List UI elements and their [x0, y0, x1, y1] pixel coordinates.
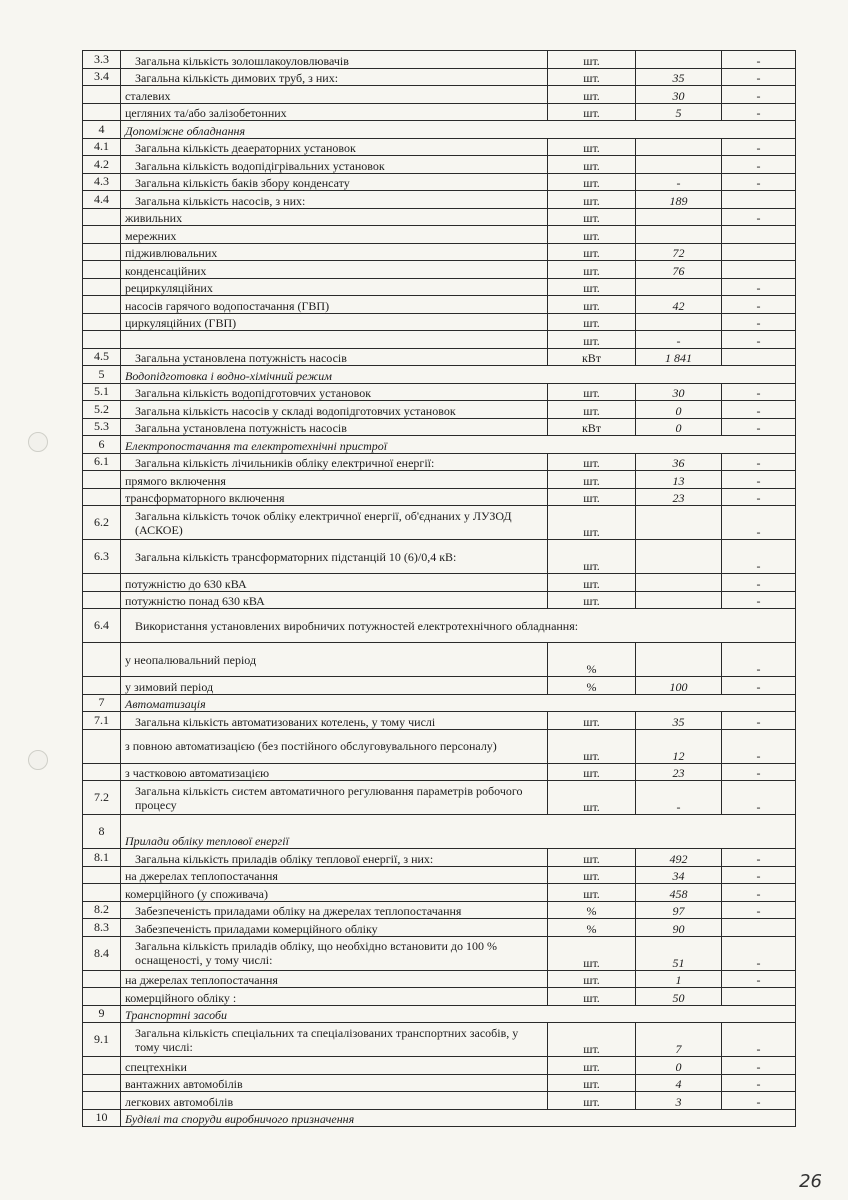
- value-cell: 90: [636, 919, 722, 937]
- table-row: [83, 1057, 796, 1075]
- indicator-name-cell: з повною автоматизацією (без постійного обслуговувального персоналу): [121, 729, 548, 763]
- row-number-cell: 4.2: [83, 156, 121, 174]
- row-number-cell: [83, 86, 121, 104]
- extra-value-cell: [722, 348, 796, 366]
- value-cell: 23: [636, 763, 722, 781]
- indicator-name-cell: у зимовий період: [121, 677, 548, 695]
- extra-value-cell: -: [722, 970, 796, 988]
- indicator-name-cell: на джерелах теплопостачання: [121, 866, 548, 884]
- indicator-name-cell: Використання установлених виробничих потужностей електротехнічного обладнання:: [121, 609, 796, 643]
- extra-value-cell: [722, 243, 796, 261]
- extra-value-cell: -: [722, 1023, 796, 1057]
- extra-value-cell: -: [722, 591, 796, 609]
- row-number-cell: [83, 866, 121, 884]
- value-cell: [636, 51, 722, 69]
- indicator-name-cell: комерційного обліку :: [121, 988, 548, 1006]
- table-row: [83, 1074, 796, 1092]
- extra-value-cell: -: [722, 156, 796, 174]
- unit-cell: шт.: [548, 1092, 636, 1110]
- extra-value-cell: -: [722, 138, 796, 156]
- value-cell: 34: [636, 866, 722, 884]
- equipment-table: [82, 50, 796, 1127]
- unit-cell: %: [548, 901, 636, 919]
- value-cell: 23: [636, 488, 722, 506]
- indicator-name-cell: сталевих: [121, 86, 548, 104]
- row-number-cell: [83, 226, 121, 244]
- table-row: [83, 677, 796, 695]
- value-cell: 30: [636, 383, 722, 401]
- row-number-cell: [83, 677, 121, 695]
- unit-cell: шт.: [548, 849, 636, 867]
- row-number-cell: 4.4: [83, 191, 121, 209]
- table-row: [83, 471, 796, 489]
- row-number-cell: 8.3: [83, 919, 121, 937]
- row-number-cell: 4: [83, 121, 121, 139]
- extra-value-cell: -: [722, 712, 796, 730]
- unit-cell: шт.: [548, 471, 636, 489]
- value-cell: 35: [636, 68, 722, 86]
- unit-cell: шт.: [548, 226, 636, 244]
- row-number-cell: 4.1: [83, 138, 121, 156]
- table-row: [83, 763, 796, 781]
- row-number-cell: [83, 884, 121, 902]
- indicator-name-cell: Забезпеченість приладами обліку на джерелах теплопостачання: [121, 901, 548, 919]
- extra-value-cell: [722, 988, 796, 1006]
- table-row: [83, 866, 796, 884]
- indicator-name-cell: вантажних автомобілів: [121, 1074, 548, 1092]
- table-row: [83, 884, 796, 902]
- extra-value-cell: -: [722, 729, 796, 763]
- table-row: [83, 694, 796, 712]
- row-number-cell: 8: [83, 815, 121, 849]
- extra-value-cell: -: [722, 506, 796, 540]
- unit-cell: кВт: [548, 418, 636, 436]
- table-row: [83, 121, 796, 139]
- value-cell: 13: [636, 471, 722, 489]
- value-cell: -: [636, 173, 722, 191]
- indicator-name-cell: цегляних та/або залізобетонних: [121, 103, 548, 121]
- unit-cell: %: [548, 643, 636, 677]
- value-cell: [636, 540, 722, 574]
- table-row: [83, 919, 796, 937]
- value-cell: 1 841: [636, 348, 722, 366]
- value-cell: 7: [636, 1023, 722, 1057]
- table-row: [83, 506, 796, 540]
- indicator-name-cell: Загальна кількість димових труб, з них:: [121, 68, 548, 86]
- unit-cell: шт.: [548, 243, 636, 261]
- table-row: [83, 173, 796, 191]
- value-cell: [636, 278, 722, 296]
- indicator-name-cell: Загальна кількість водопідігрівальних установок: [121, 156, 548, 174]
- value-cell: [636, 313, 722, 331]
- table-row: [83, 609, 796, 643]
- extra-value-cell: -: [722, 1074, 796, 1092]
- row-number-cell: [83, 1057, 121, 1075]
- row-number-cell: 7.2: [83, 781, 121, 815]
- section-title-cell: Електропостачання та електротехнічні пристрої: [121, 436, 796, 454]
- table-row: [83, 156, 796, 174]
- unit-cell: шт.: [548, 138, 636, 156]
- table-row: [83, 712, 796, 730]
- unit-cell: шт.: [548, 1023, 636, 1057]
- indicator-name-cell: Забезпеченість приладами комерційного обліку: [121, 919, 548, 937]
- unit-cell: шт.: [548, 591, 636, 609]
- row-number-cell: [83, 488, 121, 506]
- extra-value-cell: -: [722, 331, 796, 349]
- extra-value-cell: -: [722, 901, 796, 919]
- extra-value-cell: -: [722, 401, 796, 419]
- unit-cell: шт.: [548, 68, 636, 86]
- table-row: [83, 366, 796, 384]
- table-row: [83, 208, 796, 226]
- row-number-cell: 9.1: [83, 1023, 121, 1057]
- unit-cell: шт.: [548, 970, 636, 988]
- table-row: [83, 936, 796, 970]
- extra-value-cell: -: [722, 296, 796, 314]
- value-cell: 50: [636, 988, 722, 1006]
- indicator-name-cell: потужністю понад 630 кВА: [121, 591, 548, 609]
- table-row: [83, 849, 796, 867]
- indicator-name-cell: живильних: [121, 208, 548, 226]
- unit-cell: шт.: [548, 1057, 636, 1075]
- unit-cell: шт.: [548, 103, 636, 121]
- unit-cell: шт.: [548, 574, 636, 592]
- value-cell: 492: [636, 849, 722, 867]
- unit-cell: шт.: [548, 712, 636, 730]
- indicator-name-cell: Загальна установлена потужність насосів: [121, 418, 548, 436]
- extra-value-cell: -: [722, 208, 796, 226]
- row-number-cell: 6.1: [83, 453, 121, 471]
- table-row: [83, 1023, 796, 1057]
- indicator-name-cell: Загальна кількість насосів, з них:: [121, 191, 548, 209]
- row-number-cell: [83, 261, 121, 279]
- section-title-cell: Будівлі та споруди виробничого призначення: [121, 1109, 796, 1127]
- value-cell: 42: [636, 296, 722, 314]
- unit-cell: шт.: [548, 988, 636, 1006]
- row-number-cell: 7.1: [83, 712, 121, 730]
- value-cell: 0: [636, 418, 722, 436]
- indicator-name-cell: Загальна кількість водопідготовчих установок: [121, 383, 548, 401]
- row-number-cell: 3.4: [83, 68, 121, 86]
- table-row: [83, 401, 796, 419]
- value-cell: 3: [636, 1092, 722, 1110]
- indicator-name-cell: Загальна кількість деаераторних установок: [121, 138, 548, 156]
- indicator-name-cell: Загальна кількість золошлакоуловлювачів: [121, 51, 548, 69]
- row-number-cell: [83, 313, 121, 331]
- row-number-cell: 8.4: [83, 936, 121, 970]
- row-number-cell: [83, 763, 121, 781]
- row-number-cell: [83, 243, 121, 261]
- indicator-name-cell: Загальна кількість спеціальних та спеціалізованих транспортних засобів, у тому числі:: [121, 1023, 548, 1057]
- unit-cell: шт.: [548, 278, 636, 296]
- table-row: [83, 243, 796, 261]
- table-row: [83, 591, 796, 609]
- extra-value-cell: -: [722, 68, 796, 86]
- section-title-cell: Водопідготовка і водно-хімічний режим: [121, 366, 796, 384]
- value-cell: 72: [636, 243, 722, 261]
- extra-value-cell: -: [722, 278, 796, 296]
- row-number-cell: [83, 574, 121, 592]
- row-number-cell: [83, 643, 121, 677]
- table-row: [83, 1092, 796, 1110]
- table-row: [83, 261, 796, 279]
- extra-value-cell: [722, 261, 796, 279]
- extra-value-cell: -: [722, 418, 796, 436]
- value-cell: [636, 138, 722, 156]
- value-cell: [636, 208, 722, 226]
- table-row: [83, 68, 796, 86]
- value-cell: -: [636, 781, 722, 815]
- table-row: [83, 313, 796, 331]
- unit-cell: шт.: [548, 331, 636, 349]
- table-row: [83, 418, 796, 436]
- indicator-name-cell: трансформаторного включення: [121, 488, 548, 506]
- row-number-cell: [83, 591, 121, 609]
- row-number-cell: 5: [83, 366, 121, 384]
- extra-value-cell: -: [722, 488, 796, 506]
- table-row: [83, 815, 796, 849]
- table-row: [83, 540, 796, 574]
- unit-cell: шт.: [548, 866, 636, 884]
- indicator-name-cell: Загальна кількість трансформаторних підстанцій 10 (6)/0,4 кВ:: [121, 540, 548, 574]
- unit-cell: шт.: [548, 296, 636, 314]
- unit-cell: шт.: [548, 781, 636, 815]
- table-row: [83, 643, 796, 677]
- extra-value-cell: -: [722, 866, 796, 884]
- table-row: [83, 781, 796, 815]
- row-number-cell: 8.1: [83, 849, 121, 867]
- value-cell: 4: [636, 1074, 722, 1092]
- section-title-cell: Автоматизація: [121, 694, 796, 712]
- row-number-cell: 6.3: [83, 540, 121, 574]
- unit-cell: шт.: [548, 191, 636, 209]
- section-title-cell: Допоміжне обладнання: [121, 121, 796, 139]
- extra-value-cell: -: [722, 849, 796, 867]
- value-cell: 5: [636, 103, 722, 121]
- unit-cell: шт.: [548, 261, 636, 279]
- extra-value-cell: -: [722, 884, 796, 902]
- indicator-name-cell: Загальна кількість насосів у складі водопідготовчих установок: [121, 401, 548, 419]
- indicator-name-cell: легкових автомобілів: [121, 1092, 548, 1110]
- extra-value-cell: -: [722, 574, 796, 592]
- table-row: [83, 226, 796, 244]
- row-number-cell: 6.2: [83, 506, 121, 540]
- extra-value-cell: -: [722, 1092, 796, 1110]
- indicator-name-cell: насосів гарячого водопостачання (ГВП): [121, 296, 548, 314]
- row-number-cell: [83, 278, 121, 296]
- indicator-name-cell: [121, 331, 548, 349]
- unit-cell: шт.: [548, 313, 636, 331]
- row-number-cell: 3.3: [83, 51, 121, 69]
- indicator-name-cell: Загальна кількість приладів обліку, що необхідно встановити до 100 % оснащеності, у тому числі:: [121, 936, 548, 970]
- value-cell: 30: [636, 86, 722, 104]
- row-number-cell: 5.2: [83, 401, 121, 419]
- unit-cell: %: [548, 677, 636, 695]
- table-row: [83, 103, 796, 121]
- extra-value-cell: [722, 226, 796, 244]
- indicator-name-cell: комерційного (у споживача): [121, 884, 548, 902]
- value-cell: 76: [636, 261, 722, 279]
- extra-value-cell: -: [722, 453, 796, 471]
- extra-value-cell: -: [722, 103, 796, 121]
- indicator-name-cell: спецтехніки: [121, 1057, 548, 1075]
- row-number-cell: 5.1: [83, 383, 121, 401]
- unit-cell: шт.: [548, 86, 636, 104]
- unit-cell: шт.: [548, 51, 636, 69]
- row-number-cell: [83, 208, 121, 226]
- row-number-cell: [83, 729, 121, 763]
- section-title-cell: Транспортні засоби: [121, 1005, 796, 1023]
- unit-cell: шт.: [548, 884, 636, 902]
- unit-cell: шт.: [548, 173, 636, 191]
- unit-cell: шт.: [548, 1074, 636, 1092]
- row-number-cell: 4.3: [83, 173, 121, 191]
- extra-value-cell: -: [722, 677, 796, 695]
- unit-cell: кВт: [548, 348, 636, 366]
- table-row: [83, 348, 796, 366]
- value-cell: 12: [636, 729, 722, 763]
- table-row: [83, 574, 796, 592]
- value-cell: 189: [636, 191, 722, 209]
- indicator-name-cell: Загальна кількість точок обліку електричної енергії, об'єднаних у ЛУЗОД (АСКОЕ): [121, 506, 548, 540]
- indicator-name-cell: підживлювальних: [121, 243, 548, 261]
- extra-value-cell: -: [722, 383, 796, 401]
- indicator-name-cell: мережних: [121, 226, 548, 244]
- table-row: [83, 191, 796, 209]
- value-cell: 51: [636, 936, 722, 970]
- row-number-cell: 4.5: [83, 348, 121, 366]
- table-row: [83, 729, 796, 763]
- value-cell: [636, 591, 722, 609]
- value-cell: -: [636, 331, 722, 349]
- page-number: 26: [799, 1171, 822, 1192]
- value-cell: [636, 506, 722, 540]
- unit-cell: шт.: [548, 763, 636, 781]
- value-cell: 0: [636, 401, 722, 419]
- indicator-name-cell: Загальна кількість лічильників обліку електричної енергії:: [121, 453, 548, 471]
- value-cell: 1: [636, 970, 722, 988]
- unit-cell: шт.: [548, 453, 636, 471]
- extra-value-cell: -: [722, 1057, 796, 1075]
- row-number-cell: [83, 1074, 121, 1092]
- extra-value-cell: -: [722, 936, 796, 970]
- row-number-cell: [83, 471, 121, 489]
- row-number-cell: 7: [83, 694, 121, 712]
- indicator-name-cell: циркуляційних (ГВП): [121, 313, 548, 331]
- unit-cell: шт.: [548, 401, 636, 419]
- table-row: [83, 138, 796, 156]
- table-row: [83, 1109, 796, 1127]
- extra-value-cell: -: [722, 781, 796, 815]
- row-number-cell: [83, 988, 121, 1006]
- table-row: [83, 488, 796, 506]
- row-number-cell: 9: [83, 1005, 121, 1023]
- extra-value-cell: -: [722, 471, 796, 489]
- row-number-cell: [83, 331, 121, 349]
- table-row: [83, 331, 796, 349]
- value-cell: 97: [636, 901, 722, 919]
- table-row: [83, 988, 796, 1006]
- section-title-cell: Прилади обліку теплової енергії: [121, 815, 796, 849]
- table-row: [83, 453, 796, 471]
- indicator-name-cell: Загальна кількість приладів обліку теплової енергії, з них:: [121, 849, 548, 867]
- unit-cell: %: [548, 919, 636, 937]
- value-cell: [636, 643, 722, 677]
- row-number-cell: [83, 970, 121, 988]
- punch-hole: [28, 432, 48, 452]
- row-number-cell: [83, 103, 121, 121]
- unit-cell: шт.: [548, 540, 636, 574]
- table-row: [83, 278, 796, 296]
- row-number-cell: 6: [83, 436, 121, 454]
- punch-hole: [28, 750, 48, 770]
- indicator-name-cell: на джерелах теплопостачання: [121, 970, 548, 988]
- extra-value-cell: -: [722, 643, 796, 677]
- value-cell: [636, 156, 722, 174]
- indicator-name-cell: конденсаційних: [121, 261, 548, 279]
- extra-value-cell: -: [722, 313, 796, 331]
- value-cell: [636, 574, 722, 592]
- indicator-name-cell: потужністю до 630 кВА: [121, 574, 548, 592]
- table-row: [83, 901, 796, 919]
- unit-cell: шт.: [548, 729, 636, 763]
- indicator-name-cell: Загальна кількість систем автоматичного регулювання параметрів робочого процесу: [121, 781, 548, 815]
- indicator-name-cell: Загальна установлена потужність насосів: [121, 348, 548, 366]
- row-number-cell: 8.2: [83, 901, 121, 919]
- table-row: [83, 86, 796, 104]
- value-cell: 100: [636, 677, 722, 695]
- row-number-cell: [83, 296, 121, 314]
- unit-cell: шт.: [548, 208, 636, 226]
- row-number-cell: 10: [83, 1109, 121, 1127]
- value-cell: 35: [636, 712, 722, 730]
- row-number-cell: [83, 1092, 121, 1110]
- row-number-cell: 5.3: [83, 418, 121, 436]
- indicator-name-cell: рециркуляційних: [121, 278, 548, 296]
- extra-value-cell: [722, 919, 796, 937]
- unit-cell: шт.: [548, 488, 636, 506]
- indicator-name-cell: у неопалювальний період: [121, 643, 548, 677]
- unit-cell: шт.: [548, 383, 636, 401]
- table-row: [83, 1005, 796, 1023]
- indicator-name-cell: прямого включення: [121, 471, 548, 489]
- unit-cell: шт.: [548, 156, 636, 174]
- table-row: [83, 296, 796, 314]
- extra-value-cell: -: [722, 763, 796, 781]
- table-row: [83, 970, 796, 988]
- value-cell: 0: [636, 1057, 722, 1075]
- table-row: [83, 436, 796, 454]
- value-cell: [636, 226, 722, 244]
- extra-value-cell: [722, 191, 796, 209]
- equipment-table-body: [83, 51, 796, 1127]
- extra-value-cell: -: [722, 540, 796, 574]
- unit-cell: шт.: [548, 506, 636, 540]
- extra-value-cell: -: [722, 86, 796, 104]
- extra-value-cell: -: [722, 173, 796, 191]
- indicator-name-cell: з частковою автоматизацією: [121, 763, 548, 781]
- unit-cell: шт.: [548, 936, 636, 970]
- value-cell: 458: [636, 884, 722, 902]
- indicator-name-cell: Загальна кількість автоматизованих котелень, у тому числі: [121, 712, 548, 730]
- row-number-cell: 6.4: [83, 609, 121, 643]
- table-row: [83, 51, 796, 69]
- value-cell: 36: [636, 453, 722, 471]
- indicator-name-cell: Загальна кількість баків збору конденсату: [121, 173, 548, 191]
- extra-value-cell: -: [722, 51, 796, 69]
- table-row: [83, 383, 796, 401]
